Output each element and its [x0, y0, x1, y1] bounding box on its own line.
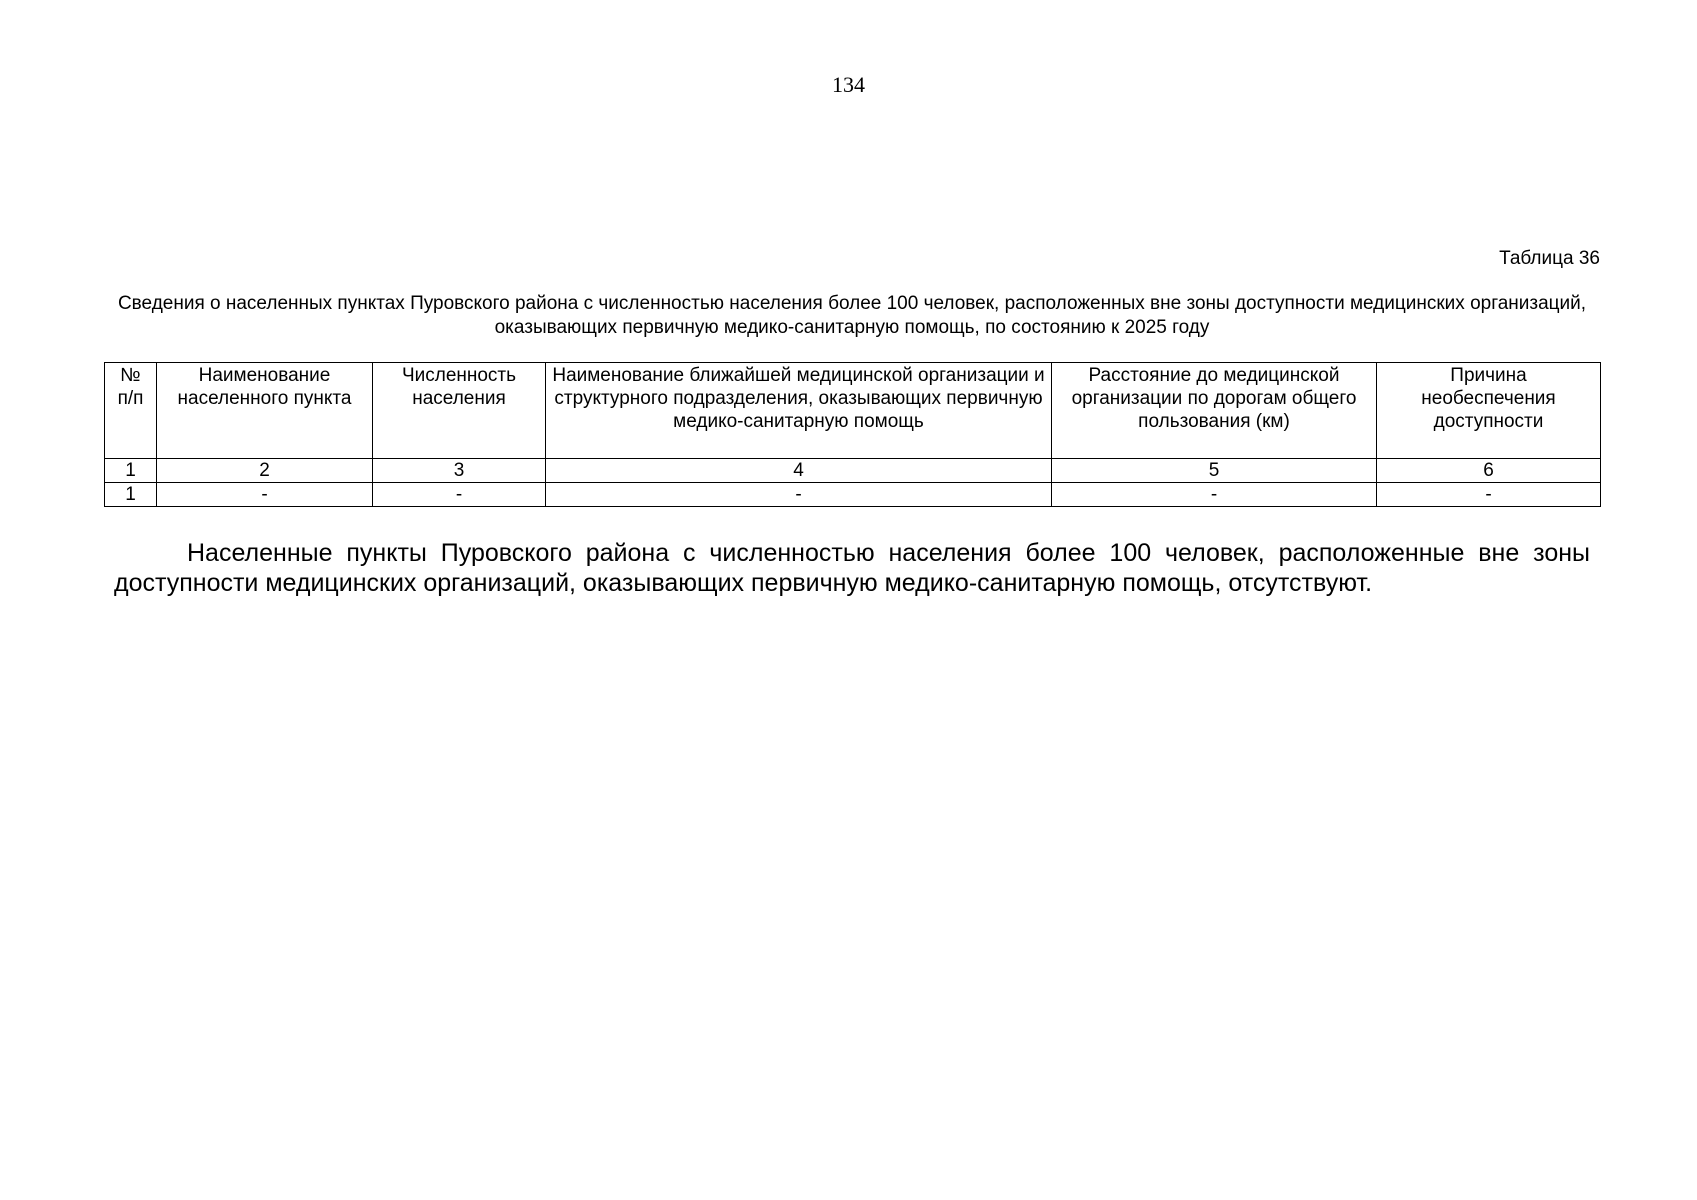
table-cell: 3 — [373, 459, 546, 483]
table-cell: 1 — [105, 459, 157, 483]
header-medical-organization: Наименование ближайшей медицинской организации и структурного подразделения, оказывающих первичную медико-санитарную помощь — [546, 363, 1052, 459]
table-header-row — [105, 363, 1601, 459]
table-cell: 4 — [546, 459, 1052, 483]
note-paragraph: Населенные пункты Пуровского района с численностью населения более 100 человек, расположенные вне зоны доступности медицинских организаций, оказывающих первичную медико-санитарную помощь, отсутствуют. — [114, 539, 1590, 597]
table-label: Таблица 36 — [1499, 248, 1600, 269]
page-number: 134 — [832, 72, 865, 97]
table-cell: 1 — [105, 483, 157, 507]
table-cell: - — [546, 483, 1052, 507]
table-cell: 5 — [1052, 459, 1377, 483]
header-distance: Расстояние до медицинской организации по дорогам общего пользования (км) — [1052, 363, 1377, 459]
header-number: № п/п — [105, 363, 157, 459]
table-cell: 2 — [157, 459, 373, 483]
header-reason: Причина необеспечения доступности — [1377, 363, 1601, 459]
table-row — [105, 459, 1601, 483]
table-title: Сведения о населенных пунктах Пуровского района с численностью населения более 100 человек, расположенных вне зоны доступности медицинских организаций, оказывающих первичную медико-санитарную помощь, по состоянию к 2025 году — [117, 293, 1587, 338]
header-settlement-name: Наименование населенного пункта — [157, 363, 373, 459]
table-cell: - — [1377, 483, 1601, 507]
table-cell: 6 — [1377, 459, 1601, 483]
table-cell: - — [373, 483, 546, 507]
table-cell: - — [1052, 483, 1377, 507]
table-cell: - — [157, 483, 373, 507]
settlements-table — [104, 362, 1601, 507]
header-population: Численность населения — [373, 363, 546, 459]
table-row — [105, 483, 1601, 507]
